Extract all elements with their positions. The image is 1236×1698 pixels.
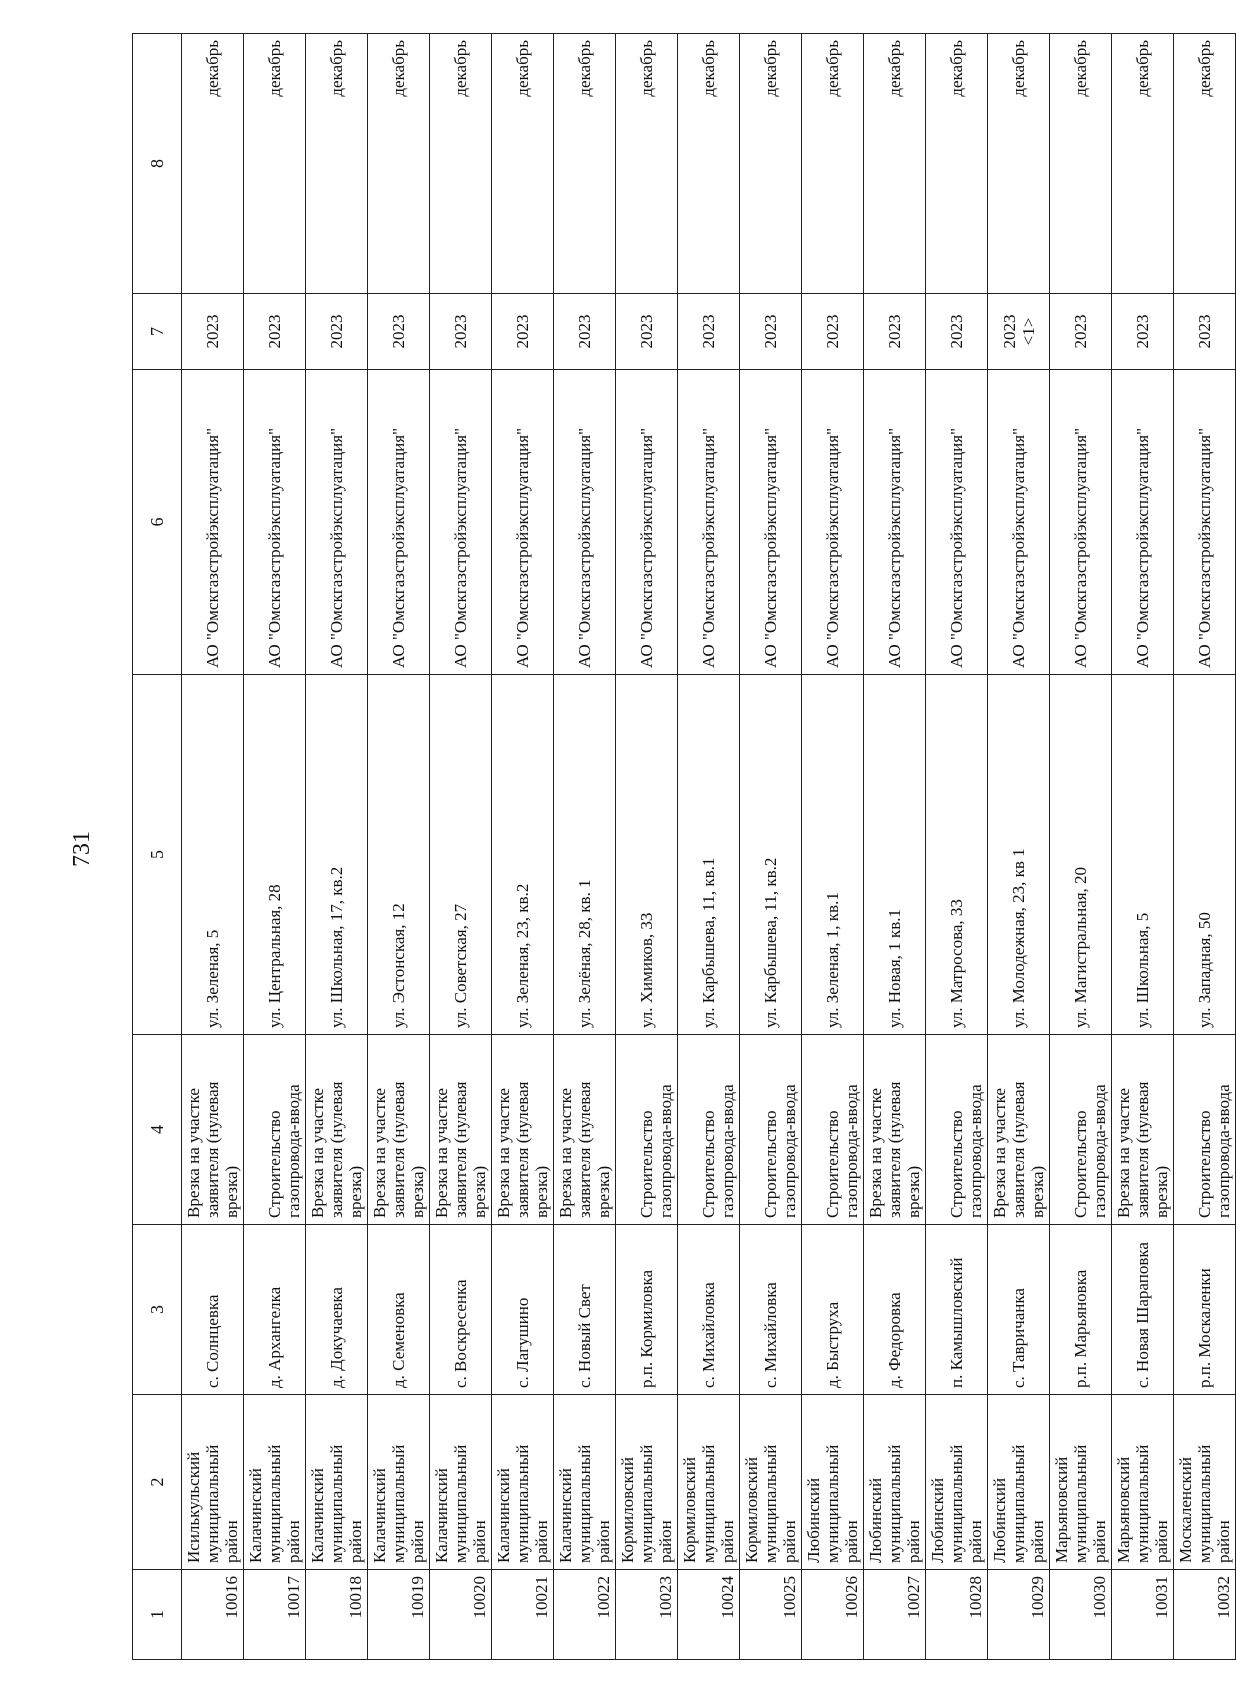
settlement-cell: с. Новый Свет bbox=[554, 1225, 616, 1395]
month-cell: декабрь bbox=[616, 34, 678, 294]
organization-cell: АО "Омскгазстройэксплуатация" bbox=[554, 370, 616, 675]
table-row bbox=[802, 34, 864, 1660]
month-cell: декабрь bbox=[554, 34, 616, 294]
district-cell: Любинский муниципальный район bbox=[864, 1395, 926, 1570]
organization-cell: АО "Омскгазстройэксплуатация" bbox=[492, 370, 554, 675]
settlement-cell: д. Федоровка bbox=[864, 1225, 926, 1395]
row-number-cell: 10030 bbox=[1050, 1570, 1112, 1660]
month-cell: декабрь bbox=[1174, 34, 1236, 294]
district-cell: Марьяновский муниципальный район bbox=[1050, 1395, 1112, 1570]
table-row bbox=[1174, 34, 1236, 1660]
work-type-cell: Врезка на участке заявителя (нулевая врезка) bbox=[492, 1035, 554, 1225]
organization-cell: АО "Омскгазстройэксплуатация" bbox=[1050, 370, 1112, 675]
work-type-cell: Врезка на участке заявителя (нулевая врезка) bbox=[1112, 1035, 1174, 1225]
row-number-cell: 10027 bbox=[864, 1570, 926, 1660]
district-cell: Калачинский муниципальный район bbox=[306, 1395, 368, 1570]
settlement-cell: с. Новая Шараповка bbox=[1112, 1225, 1174, 1395]
district-cell: Калачинский муниципальный район bbox=[244, 1395, 306, 1570]
work-type-cell: Строительство газопровода-ввода bbox=[678, 1035, 740, 1225]
table-row bbox=[244, 34, 306, 1660]
table-row bbox=[554, 34, 616, 1660]
table-row bbox=[926, 34, 988, 1660]
settlement-cell: с. Солнцевка bbox=[182, 1225, 244, 1395]
table-row bbox=[678, 34, 740, 1660]
table-row bbox=[430, 34, 492, 1660]
year-cell: 2023 bbox=[802, 294, 864, 370]
row-number-cell: 10019 bbox=[368, 1570, 430, 1660]
gasification-table bbox=[132, 33, 1236, 1660]
table-header-row bbox=[133, 34, 182, 1660]
row-number-cell: 10022 bbox=[554, 1570, 616, 1660]
settlement-cell: р.п. Москаленки bbox=[1174, 1225, 1236, 1395]
column-header: 2 bbox=[133, 1395, 182, 1570]
work-type-cell: Врезка на участке заявителя (нулевая врезка) bbox=[368, 1035, 430, 1225]
column-header: 8 bbox=[133, 34, 182, 294]
year-cell: 2023 bbox=[182, 294, 244, 370]
month-cell: декабрь bbox=[740, 34, 802, 294]
page-number-text: 731 bbox=[69, 831, 95, 867]
year-cell: 2023 bbox=[616, 294, 678, 370]
settlement-cell: п. Камышловский bbox=[926, 1225, 988, 1395]
address-cell: ул. Советская, 27 bbox=[430, 675, 492, 1035]
work-type-cell: Строительство газопровода-ввода bbox=[616, 1035, 678, 1225]
address-cell: ул. Карбышева, 11, кв.2 bbox=[740, 675, 802, 1035]
row-number-cell: 10026 bbox=[802, 1570, 864, 1660]
row-number-cell: 10018 bbox=[306, 1570, 368, 1660]
row-number-cell: 10024 bbox=[678, 1570, 740, 1660]
table-row bbox=[616, 34, 678, 1660]
settlement-cell: с. Михайловка bbox=[740, 1225, 802, 1395]
table-row bbox=[492, 34, 554, 1660]
organization-cell: АО "Омскгазстройэксплуатация" bbox=[740, 370, 802, 675]
settlement-cell: с. Воскресенка bbox=[430, 1225, 492, 1395]
address-cell: ул. Школьная, 5 bbox=[1112, 675, 1174, 1035]
work-type-cell: Строительство газопровода-ввода bbox=[1174, 1035, 1236, 1225]
district-cell: Кормиловский муниципальный район bbox=[678, 1395, 740, 1570]
column-header: 4 bbox=[133, 1035, 182, 1225]
row-number-cell: 10028 bbox=[926, 1570, 988, 1660]
address-cell: ул. Карбышева, 11, кв.1 bbox=[678, 675, 740, 1035]
settlement-cell: д. Архангелка bbox=[244, 1225, 306, 1395]
column-header: 1 bbox=[133, 1570, 182, 1660]
organization-cell: АО "Омскгазстройэксплуатация" bbox=[368, 370, 430, 675]
settlement-cell: р.п. Марьяновка bbox=[1050, 1225, 1112, 1395]
row-number-cell: 10031 bbox=[1112, 1570, 1174, 1660]
settlement-cell: р.п. Кормиловка bbox=[616, 1225, 678, 1395]
column-header: 5 bbox=[133, 675, 182, 1035]
settlement-cell: д. Семеновка bbox=[368, 1225, 430, 1395]
address-cell: ул. Западная, 50 bbox=[1174, 675, 1236, 1035]
district-cell: Исилькульский муниципальный район bbox=[182, 1395, 244, 1570]
organization-cell: АО "Омскгазстройэксплуатация" bbox=[182, 370, 244, 675]
month-cell: декабрь bbox=[864, 34, 926, 294]
month-cell: декабрь bbox=[1050, 34, 1112, 294]
address-cell: ул. Центральная, 28 bbox=[244, 675, 306, 1035]
district-cell: Кормиловский муниципальный район bbox=[616, 1395, 678, 1570]
district-cell: Калачинский муниципальный район bbox=[430, 1395, 492, 1570]
organization-cell: АО "Омскгазстройэксплуатация" bbox=[864, 370, 926, 675]
organization-cell: АО "Омскгазстройэксплуатация" bbox=[244, 370, 306, 675]
organization-cell: АО "Омскгазстройэксплуатация" bbox=[678, 370, 740, 675]
address-cell: ул. Зеленая, 1, кв.1 bbox=[802, 675, 864, 1035]
address-cell: ул. Школьная, 17, кв.2 bbox=[306, 675, 368, 1035]
table-container bbox=[132, 34, 1233, 1660]
address-cell: ул. Зеленая, 5 bbox=[182, 675, 244, 1035]
address-cell: ул. Молодежная, 23, кв 1 bbox=[988, 675, 1050, 1035]
address-cell: ул. Зеленая, 23, кв.2 bbox=[492, 675, 554, 1035]
month-cell: декабрь bbox=[368, 34, 430, 294]
row-number-cell: 10023 bbox=[616, 1570, 678, 1660]
month-cell: декабрь bbox=[926, 34, 988, 294]
settlement-cell: с. Михайловка bbox=[678, 1225, 740, 1395]
year-cell: 2023 bbox=[244, 294, 306, 370]
table-row bbox=[1050, 34, 1112, 1660]
work-type-cell: Строительство газопровода-ввода bbox=[1050, 1035, 1112, 1225]
row-number-cell: 10029 bbox=[988, 1570, 1050, 1660]
organization-cell: АО "Омскгазстройэксплуатация" bbox=[616, 370, 678, 675]
month-cell: декабрь bbox=[1112, 34, 1174, 294]
month-cell: декабрь bbox=[988, 34, 1050, 294]
address-cell: ул. Магистральная, 20 bbox=[1050, 675, 1112, 1035]
organization-cell: АО "Омскгазстройэксплуатация" bbox=[1112, 370, 1174, 675]
organization-cell: АО "Омскгазстройэксплуатация" bbox=[306, 370, 368, 675]
page-number bbox=[70, 826, 110, 872]
year-cell: 2023 bbox=[368, 294, 430, 370]
row-number-cell: 10020 bbox=[430, 1570, 492, 1660]
month-cell: декабрь bbox=[306, 34, 368, 294]
district-cell: Калачинский муниципальный район bbox=[492, 1395, 554, 1570]
year-cell: 2023 bbox=[430, 294, 492, 370]
organization-cell: АО "Омскгазстройэксплуатация" bbox=[430, 370, 492, 675]
column-header: 6 bbox=[133, 370, 182, 675]
column-header: 7 bbox=[133, 294, 182, 370]
work-type-cell: Врезка на участке заявителя (нулевая врезка) bbox=[554, 1035, 616, 1225]
table-row bbox=[988, 34, 1050, 1660]
year-cell: 2023 bbox=[926, 294, 988, 370]
year-cell: 2023 bbox=[678, 294, 740, 370]
district-cell: Любинский муниципальный район bbox=[988, 1395, 1050, 1570]
month-cell: декабрь bbox=[182, 34, 244, 294]
organization-cell: АО "Омскгазстройэксплуатация" bbox=[988, 370, 1050, 675]
district-cell: Москаленский муниципальный район bbox=[1174, 1395, 1236, 1570]
district-cell: Калачинский муниципальный район bbox=[368, 1395, 430, 1570]
district-cell: Любинский муниципальный район bbox=[802, 1395, 864, 1570]
row-number-cell: 10021 bbox=[492, 1570, 554, 1660]
year-cell: 2023 bbox=[864, 294, 926, 370]
year-cell: 2023 bbox=[1174, 294, 1236, 370]
work-type-cell: Строительство газопровода-ввода bbox=[740, 1035, 802, 1225]
table-body bbox=[182, 34, 1236, 1660]
year-cell: 2023 bbox=[740, 294, 802, 370]
row-number-cell: 10016 bbox=[182, 1570, 244, 1660]
table-row bbox=[1112, 34, 1174, 1660]
table-row bbox=[864, 34, 926, 1660]
row-number-cell: 10025 bbox=[740, 1570, 802, 1660]
table-row bbox=[306, 34, 368, 1660]
settlement-cell: д. Докучаевка bbox=[306, 1225, 368, 1395]
district-cell: Калачинский муниципальный район bbox=[554, 1395, 616, 1570]
settlement-cell: с. Лагушино bbox=[492, 1225, 554, 1395]
year-cell: 2023 <1> bbox=[988, 294, 1050, 370]
district-cell: Марьяновский муниципальный район bbox=[1112, 1395, 1174, 1570]
year-cell: 2023 bbox=[554, 294, 616, 370]
year-cell: 2023 bbox=[492, 294, 554, 370]
district-cell: Любинский муниципальный район bbox=[926, 1395, 988, 1570]
row-number-cell: 10017 bbox=[244, 1570, 306, 1660]
settlement-cell: с. Тавричанка bbox=[988, 1225, 1050, 1395]
work-type-cell: Строительство газопровода-ввода bbox=[926, 1035, 988, 1225]
organization-cell: АО "Омскгазстройэксплуатация" bbox=[802, 370, 864, 675]
address-cell: ул. Матросова, 33 bbox=[926, 675, 988, 1035]
work-type-cell: Врезка на участке заявителя (нулевая врезка) bbox=[182, 1035, 244, 1225]
month-cell: декабрь bbox=[492, 34, 554, 294]
month-cell: декабрь bbox=[244, 34, 306, 294]
work-type-cell: Строительство газопровода-ввода bbox=[244, 1035, 306, 1225]
table-row bbox=[182, 34, 244, 1660]
work-type-cell: Строительство газопровода-ввода bbox=[802, 1035, 864, 1225]
row-number-cell: 10032 bbox=[1174, 1570, 1236, 1660]
address-cell: ул. Новая, 1 кв.1 bbox=[864, 675, 926, 1035]
table-row bbox=[368, 34, 430, 1660]
year-cell: 2023 bbox=[306, 294, 368, 370]
year-cell: 2023 bbox=[1050, 294, 1112, 370]
work-type-cell: Врезка на участке заявителя (нулевая врезка) bbox=[306, 1035, 368, 1225]
organization-cell: АО "Омскгазстройэксплуатация" bbox=[1174, 370, 1236, 675]
work-type-cell: Врезка на участке заявителя (нулевая врезка) bbox=[430, 1035, 492, 1225]
year-cell: 2023 bbox=[1112, 294, 1174, 370]
month-cell: декабрь bbox=[802, 34, 864, 294]
table-row bbox=[740, 34, 802, 1660]
settlement-cell: д. Быструха bbox=[802, 1225, 864, 1395]
work-type-cell: Врезка на участке заявителя (нулевая врезка) bbox=[864, 1035, 926, 1225]
address-cell: ул. Зелёная, 28, кв. 1 bbox=[554, 675, 616, 1035]
column-header: 3 bbox=[133, 1225, 182, 1395]
work-type-cell: Врезка на участке заявителя (нулевая врезка) bbox=[988, 1035, 1050, 1225]
organization-cell: АО "Омскгазстройэксплуатация" bbox=[926, 370, 988, 675]
month-cell: декабрь bbox=[430, 34, 492, 294]
address-cell: ул. Химиков, 33 bbox=[616, 675, 678, 1035]
district-cell: Кормиловский муниципальный район bbox=[740, 1395, 802, 1570]
month-cell: декабрь bbox=[678, 34, 740, 294]
address-cell: ул. Эстонская, 12 bbox=[368, 675, 430, 1035]
